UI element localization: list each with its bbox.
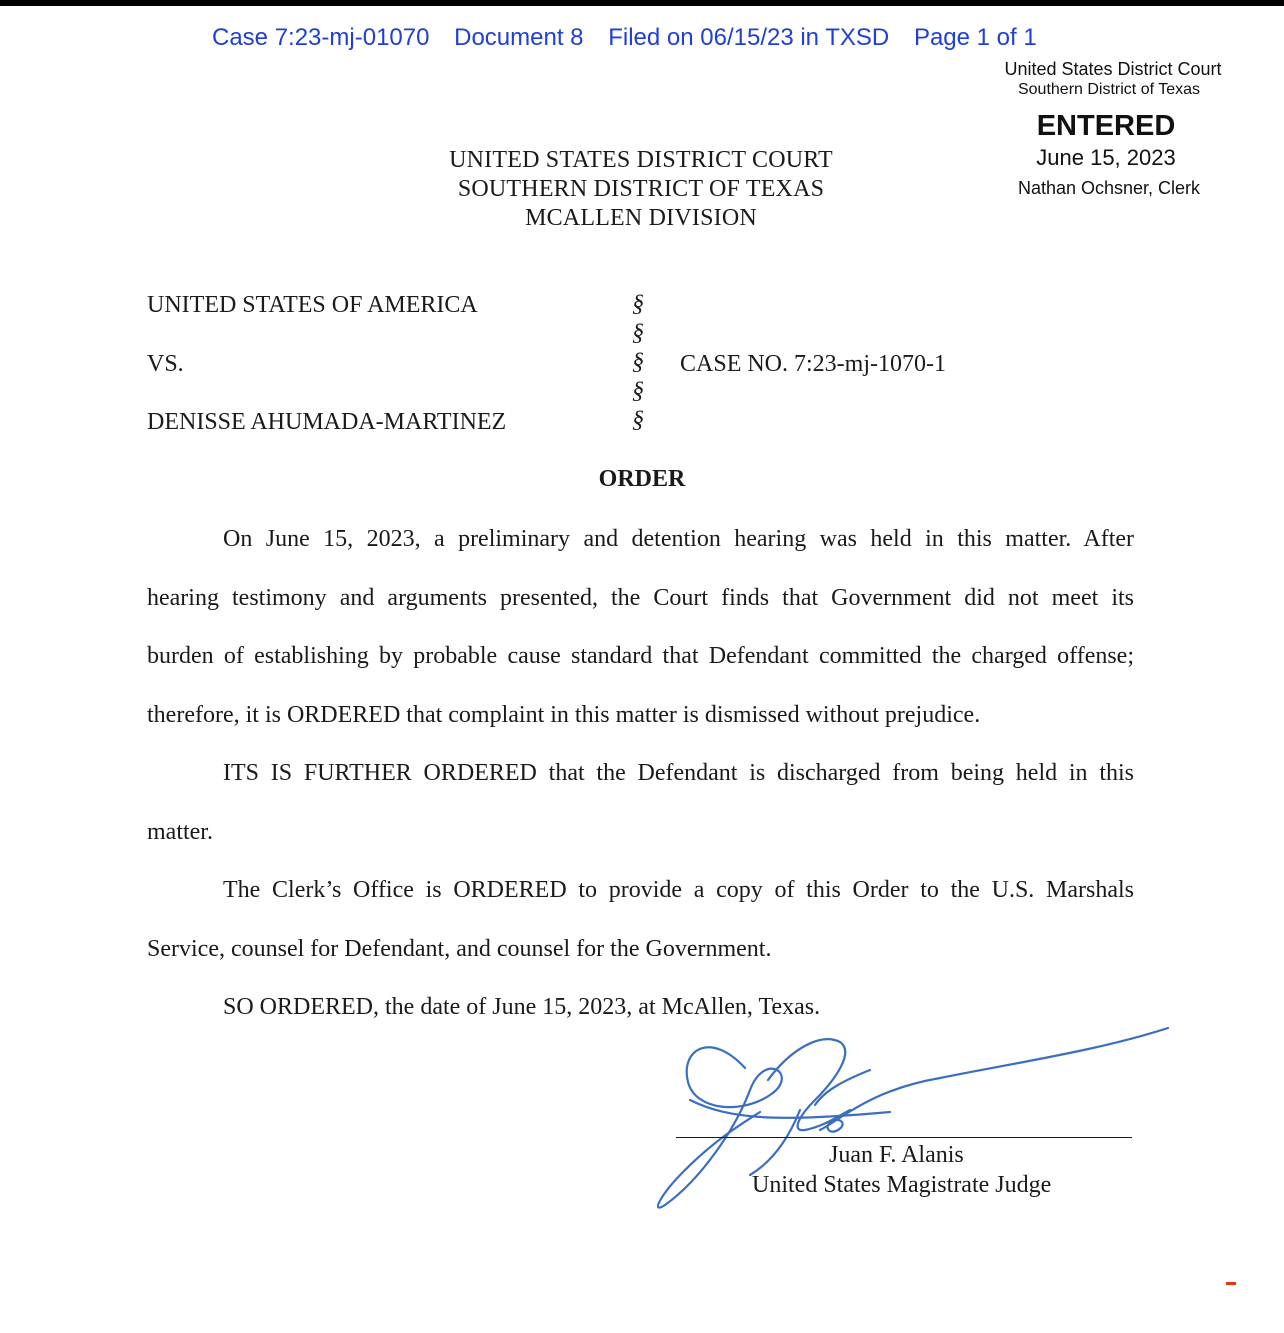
signature-line xyxy=(676,1137,1132,1138)
order-paragraph-2-line: matter. xyxy=(147,819,213,845)
order-paragraph-2-line: ITS IS FURTHER ORDERED that the Defendant is discharged from being held in this xyxy=(223,760,1134,786)
caption-district: SOUTHERN DISTRICT OF TEXAS xyxy=(457,176,825,202)
red-mark xyxy=(1226,1282,1236,1285)
filing-document-number: Document 8 xyxy=(454,24,584,51)
order-paragraph-1-line: burden of establishing by probable cause standard that Defendant committed the charged offense; xyxy=(147,643,1134,669)
filing-case-number: Case 7:23-mj-01070 xyxy=(212,24,430,51)
order-paragraph-3-line: Service, counsel for Defendant, and counsel for the Government. xyxy=(147,936,772,962)
caption-court: UNITED STATES DISTRICT COURT xyxy=(449,147,833,173)
judge-title: United States Magistrate Judge xyxy=(752,1172,1052,1198)
court-caption xyxy=(340,146,942,233)
section-symbols xyxy=(632,290,644,435)
order-paragraph-1-line: therefore, it is ORDERED that complaint in this matter is dismissed without prejudice. xyxy=(147,702,981,728)
section-symbol: § xyxy=(632,320,644,346)
plaintiff-name: UNITED STATES OF AMERICA xyxy=(147,292,478,318)
section-symbol: § xyxy=(632,378,644,404)
filing-date: Filed on 06/15/23 in TXSD xyxy=(608,24,890,51)
case-number: CASE NO. 7:23-mj-1070-1 xyxy=(680,351,946,377)
section-symbol: § xyxy=(632,291,644,317)
section-symbol: § xyxy=(632,407,644,433)
caption-division: MCALLEN DIVISION xyxy=(525,205,757,231)
stamp-district: Southern District of Texas xyxy=(1017,81,1200,98)
stamp-entered-status: ENTERED xyxy=(1036,110,1176,142)
order-closing: SO ORDERED, the date of June 15, 2023, at McAllen, Texas. xyxy=(223,994,821,1020)
judge-name: Juan F. Alanis xyxy=(829,1142,964,1168)
order-paragraph-3-line: The Clerk’s Office is ORDERED to provide a copy of this Order to the U.S. Marshals xyxy=(223,877,1134,903)
top-border xyxy=(0,0,1284,6)
order-title: ORDER xyxy=(598,466,686,492)
filing-page-number: Page 1 of 1 xyxy=(913,24,1037,51)
filing-header xyxy=(212,24,1037,52)
stamp-clerk: Nathan Ochsner, Clerk xyxy=(1017,178,1201,198)
versus-label: VS. xyxy=(147,351,184,377)
entered-stamp xyxy=(990,58,1236,202)
order-paragraph-1-line: hearing testimony and arguments presented, the Court finds that Government did not meet its xyxy=(147,585,1134,611)
stamp-court: United States District Court xyxy=(1004,59,1222,79)
stamp-date: June 15, 2023 xyxy=(1036,145,1176,170)
section-symbol: § xyxy=(632,349,644,375)
defendant-name: DENISSE AHUMADA-MARTINEZ xyxy=(147,409,507,435)
order-paragraph-1-line: On June 15, 2023, a preliminary and detention hearing was held in this matter. After xyxy=(223,526,1134,552)
